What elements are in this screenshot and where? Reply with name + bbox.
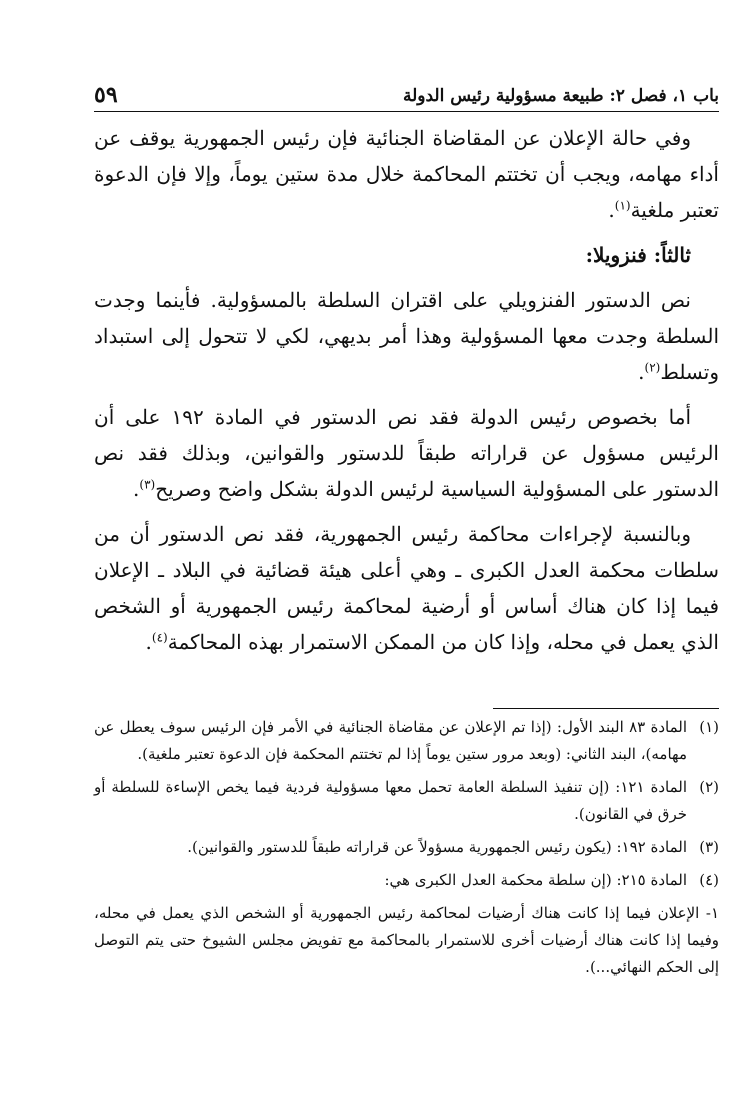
footnote-ref-2: (٢) xyxy=(644,360,661,375)
footnote-4 xyxy=(94,867,719,894)
page-number: ٥٩ xyxy=(94,82,118,108)
section-heading: ثالثاً: فنزويلا: xyxy=(585,243,691,267)
footnote-text: المادة ١٩٢: (يكون رئيس الجمهورية مسؤولاً عن قراراته طبقاً للدستور والقوانين). xyxy=(187,838,687,856)
footnote-ref-3: (٣) xyxy=(139,477,156,492)
header-title: باب ١، فصل ٢: طبيعة مسؤولية رئيس الدولة xyxy=(402,86,719,106)
footnote-ref-4: (٤) xyxy=(151,630,168,645)
running-header xyxy=(94,80,719,112)
footnotes xyxy=(94,714,719,981)
paragraph-1-text: وفي حالة الإعلان عن المقاضاة الجنائية فإن رئيس الجمهورية يوقف عن أداء مهامه، ويجب أن تختتم المحاكمة خلال مدة ستين يوماً، وإلا فإن الدعوة تعتبر ملغية xyxy=(94,126,719,222)
footnote-2 xyxy=(94,774,719,828)
paragraph-2-end: . xyxy=(638,360,645,384)
footnote-1 xyxy=(94,714,719,768)
paragraph-4-text: وبالنسبة لإجراءات محاكمة رئيس الجمهورية، فقد نص الدستور أن من سلطات محكمة العدل الكبرى ـ وهي أعلى هيئة قضائية في البلاد ـ الإعلان فيما إذا كان هناك أساس أو أرضية لمحاكمة رئيس الجمهورية أو الشخص الذي يعمل في محله، وإذا كان من الممكن الاستمرار بهذه المحاكمة xyxy=(94,522,719,654)
paragraph-2 xyxy=(94,282,719,390)
paragraph-3 xyxy=(94,399,719,507)
paragraph-1 xyxy=(94,120,719,228)
footnote-number: (٤) xyxy=(699,871,719,889)
paragraph-4-end: . xyxy=(145,630,152,654)
footnote-text: المادة ١٢١: (إن تنفيذ السلطة العامة تحمل معها مسؤولية فردية فيما يخص الإساءة للسلطة أو خرق في القانون). xyxy=(94,778,688,823)
paragraph-4 xyxy=(94,516,719,660)
footnote-number: (٣) xyxy=(699,838,719,856)
footnote-number: (٢) xyxy=(699,778,719,796)
paragraph-3-text: أما بخصوص رئيس الدولة فقد نص الدستور في المادة ١٩٢ على أن الرئيس مسؤول عن قراراته طبقاً للدستور والقوانين، وبذلك فقد نص الدستور على المسؤولية السياسية لرئيس الدولة بشكل واضح وصريح xyxy=(94,405,719,501)
footnote-4-subclause: ١- الإعلان فيما إذا كانت هناك أرضيات لمحاكمة رئيس الجمهورية أو الشخص الذي يعمل في محله، وفيما إذا كانت هناك أرضيات أخرى للاستمرار بالمحاكمة مع تفويض مجلس الشيوخ حتى يتم التوصل إلى الحكم النهائي...). xyxy=(94,904,719,976)
paragraph-3-end: . xyxy=(133,477,140,501)
footnote-ref-1: (١) xyxy=(614,198,631,213)
footnote-3 xyxy=(94,834,719,861)
paragraph-2-text: نص الدستور الفنزويلي على اقتران السلطة بالمسؤولية. فأينما وجدت السلطة وجدت معها المسؤولية وهذا أمر بديهي، لكي لا تتحول إلى استبداد وتسلط xyxy=(94,288,719,384)
footnote-text: المادة ٢١٥: (إن سلطة محكمة العدل الكبرى هي: xyxy=(384,871,687,889)
body-text xyxy=(94,120,719,669)
header-rule xyxy=(94,111,719,112)
footnote-number: (١) xyxy=(699,718,719,736)
footnote-text: المادة ٨٣ البند الأول: (إذا تم الإعلان عن مقاضاة الجنائية في الأمر فإن الرئيس سوف يعطل عن مهامه)، البند الثاني: (وبعد مرور ستين يوماً إذا لم تختتم المحكمة فإن الدعوة تعتبر ملغية). xyxy=(94,718,687,763)
paragraph-1-end: . xyxy=(608,198,615,222)
footnote-separator xyxy=(493,708,719,709)
